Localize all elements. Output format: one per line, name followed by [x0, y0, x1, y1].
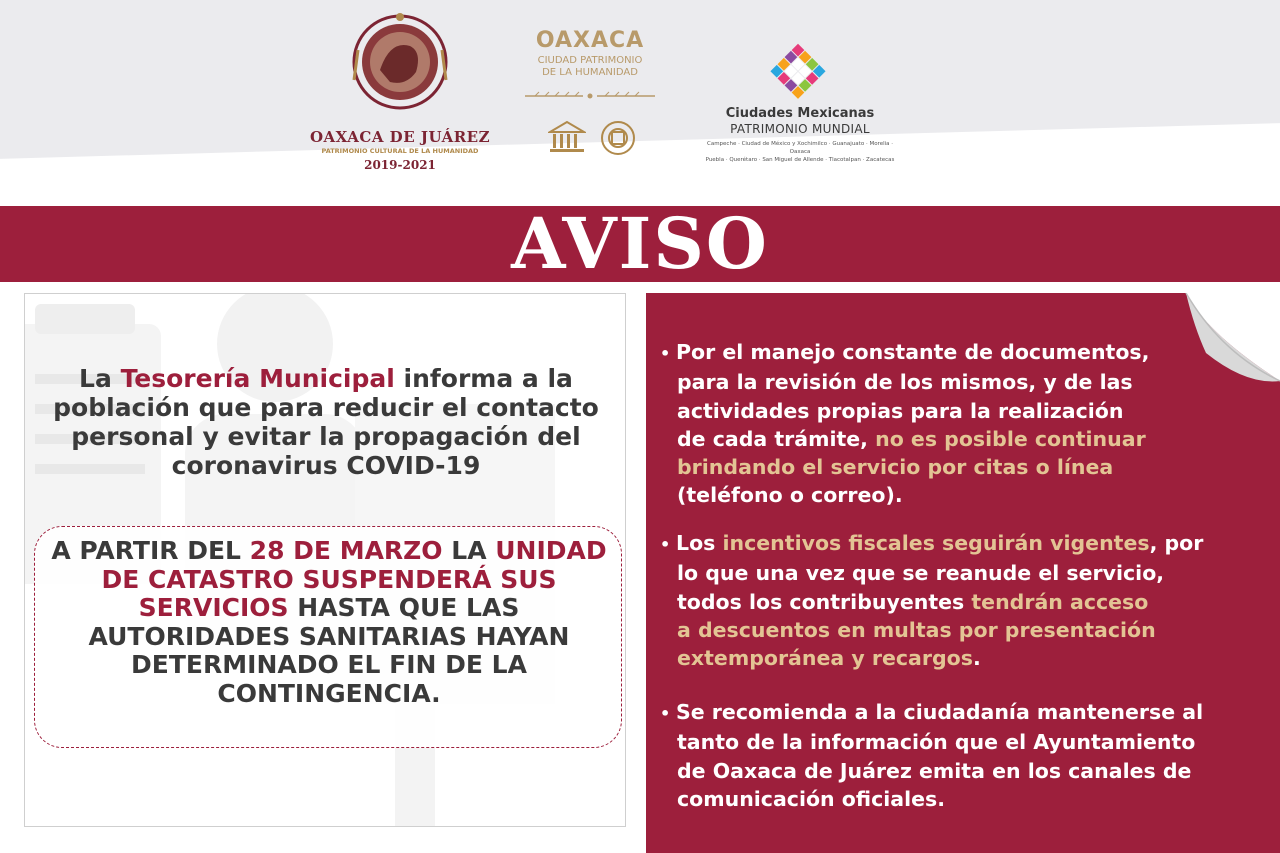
bullet-3-line4: comunicación oficiales.: [677, 786, 946, 811]
logo2-title: OAXACA: [535, 28, 645, 53]
left-panel: [24, 293, 626, 827]
intro-pre: La: [79, 364, 121, 393]
notice-part3: HASTA QUE LAS AUTORIDADES SANITARIAS HAYAN DETERMINADO EL FIN DE LA CONTINGENCIA.: [88, 593, 570, 708]
bullet-1: [660, 338, 1260, 510]
mosaic-logo-icon: [764, 38, 832, 106]
logo3-subtitle: PATRIMONIO MUNDIAL: [730, 122, 870, 136]
bullet-1-line4-hl: no es posible continuar: [875, 426, 1146, 451]
bullet-2-dot: •: [660, 535, 671, 554]
logo2-subtitle-2: DE LA HUMANIDAD: [542, 67, 638, 78]
tesoreria-highlight: Tesorería Municipal: [120, 364, 395, 393]
header: [0, 0, 1280, 200]
bullet-1-line2: para la revisión de los mismos, y de las: [677, 370, 1133, 395]
banner-title: AVISO: [511, 202, 769, 285]
unesco-icon: [548, 120, 586, 154]
bullet-3: [660, 698, 1260, 813]
bullet-1-dot: •: [660, 344, 671, 363]
ciudades-mexicanas-logo: [700, 34, 900, 164]
logo1-years: 2019-2021: [364, 158, 436, 172]
bullet-1-line3: actividades propias para la realización: [677, 398, 1124, 423]
bullet-3-line3: de Oaxaca de Juárez emita en los canales de: [677, 758, 1192, 783]
bullet-2-line4: a descuentos en multas por presentación: [677, 617, 1156, 642]
bullet-2-line5-hl: extemporánea y recargos: [677, 646, 973, 671]
bullet-3-line1: Se recomienda a la ciudadanía mantenerse al: [676, 700, 1204, 724]
bullet-2-line1-hl: incentivos fiscales seguirán vigentes: [722, 531, 1150, 555]
bullet-2-line3-hl: tendrán acceso: [971, 589, 1149, 614]
aviso-banner: [0, 202, 1280, 285]
logo2-subtitle-1: CIUDAD PATRIMONIO: [537, 55, 643, 66]
right-panel: [646, 293, 1280, 853]
logo3-cities-line2: Puebla · Querétaro · San Miguel de Allende · Tlacotalpan · Zacatecas: [705, 157, 895, 163]
ornament-icon: [525, 90, 655, 102]
logo1-title: OAXACA DE JUÁREZ: [309, 128, 491, 146]
notice-part2: LA: [442, 536, 496, 565]
bullet-2: [660, 529, 1260, 672]
world-heritage-icon: [600, 120, 636, 156]
bullet-2-line2: lo que una vez que se reanude el servicio,: [677, 561, 1165, 586]
bullet-2-line1-post: , por: [1149, 531, 1204, 555]
intro-rest: informa a la población que para reducir el contacto personal y evitar la propagación del coronavirus COVID-19: [53, 364, 599, 480]
date-highlight: 28 DE MARZO: [249, 536, 443, 565]
bullet-1-line1: Por el manejo constante de documentos,: [676, 340, 1150, 364]
logo3-title: Ciudades Mexicanas: [725, 106, 875, 121]
oaxaca-de-juarez-logo: [300, 10, 500, 170]
bullet-1-line4-pre: de cada trámite,: [677, 426, 876, 451]
bullet-1-line6: (teléfono o correo).: [677, 483, 903, 508]
notice-box: [34, 526, 622, 748]
bullet-2-line3-pre: todos los contribuyentes: [677, 589, 972, 614]
logo3-cities-line1: Campeche · Ciudad de México y Xochimilco · Guanajuato · Morelia · Oaxaca: [706, 141, 894, 155]
catastro-highlight: UNIDAD DE CATASTRO SUSPENDERÁ SUS SERVICIOS: [101, 536, 607, 622]
intro-text: [35, 364, 617, 480]
logo3-cities: [700, 140, 900, 164]
oaxaca-patrimonio-logo: [510, 28, 670, 168]
notice-part1: A PARTIR DEL: [51, 536, 250, 565]
ayuntamiento-seal-icon: [350, 10, 450, 120]
bullet-2-line1-pre: Los: [676, 531, 723, 555]
bullet-1-line5: brindando el servicio por citas o línea: [677, 455, 1114, 480]
notice-text: [39, 537, 619, 708]
bullet-3-dot: •: [660, 704, 671, 723]
bullet-3-line2: tanto de la información que el Ayuntamiento: [677, 730, 1196, 755]
bullet-2-line5-post: .: [972, 646, 981, 671]
logo1-subtitle: PATRIMONIO CULTURAL DE LA HUMANIDAD: [321, 147, 479, 155]
